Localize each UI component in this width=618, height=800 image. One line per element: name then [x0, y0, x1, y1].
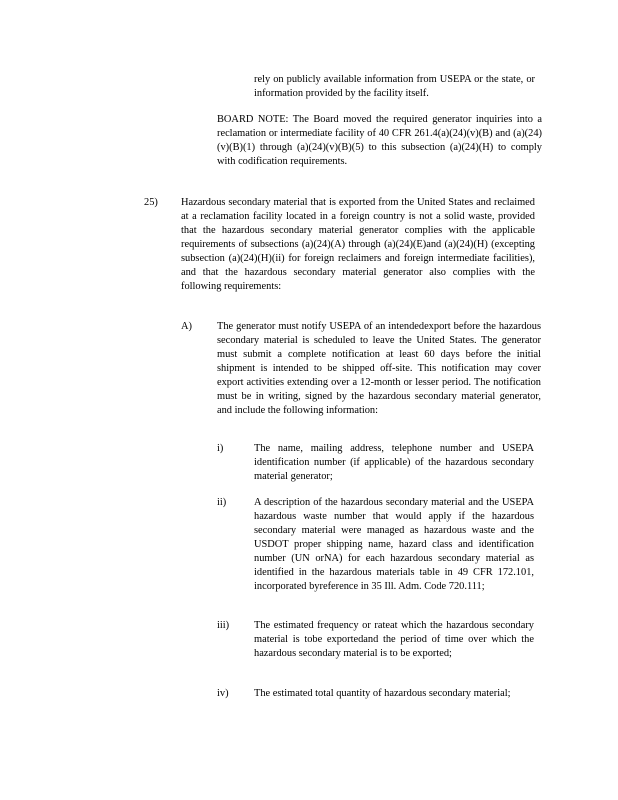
subitem-i-text: The name, mailing address, telephone number and USEPA identification number (if applicable) of the hazardous secondary material generator;	[254, 443, 534, 482]
subitem-iv-text: The estimated total quantity of hazardous secondary material;	[254, 688, 511, 699]
subitem-iii-text: The estimated frequency or rateat which the hazardous secondary material is tobe exportedand the period of time over which the hazardous secondary material is to be exported;	[254, 620, 534, 659]
subitem-ii-label: ii)	[217, 497, 227, 508]
item-a-text: The generator must notify USEPA of an intendedexport before the hazardous secondary material is scheduled to leave the United States. The generator must submit a complete notification at least 60 days before the initial shipment is intended to be shipped off-site. This notification may cover export activities extending over a 12-month or lesser period. The notification must be in writing, signed by the hazardous secondary material generator, and include the following information:	[217, 321, 541, 416]
subitem-ii-text: A description of the hazardous secondary material and the USEPA hazardous waste number that would apply if the hazardous secondary material were managed as hazardous waste and the USDOT proper shipping name, hazard class and identification number (UN orNA) for each hazardous secondary material as identified in the hazardous materials table in 49 CFR 172.101, incorporated byreference in 35 Ill. Adm. Code 720.111;	[254, 497, 534, 592]
board-note: BOARD NOTE: The Board moved the required generator inquiries into a reclamation or intermediate facility of 40 CFR 261.4(a)(24)(v)(B) and (a)(24)(v)(B)(1) through (a)(24)(v)(B)(5) to this subsection (a)(24)(H) to comply with codification requirements.	[217, 114, 542, 167]
continuation-paragraph: rely on publicly available information from USEPA or the state, or information provided by the facility itself.	[254, 74, 535, 99]
item-25-text: Hazardous secondary material that is exported from the United States and reclaimed at a reclamation facility located in a foreign country is not a solid waste, provided that the hazardous secondary material generator complies with the applicable requirements of subsections (a)(24)(A) through (a)(24)(E)and (a)(24)(H) (excepting subsection (a)(24)(H)(ii) for foreign reclaimers and foreign intermediate facilities), and that the hazardous secondary material generator also complies with the following requirements:	[181, 197, 535, 292]
subitem-i-label: i)	[217, 443, 224, 454]
subitem-iv-label: iv)	[217, 688, 229, 699]
item-25-label: 25)	[144, 197, 158, 208]
item-a-label: A)	[181, 321, 192, 332]
subitem-iii-label: iii)	[217, 620, 230, 631]
